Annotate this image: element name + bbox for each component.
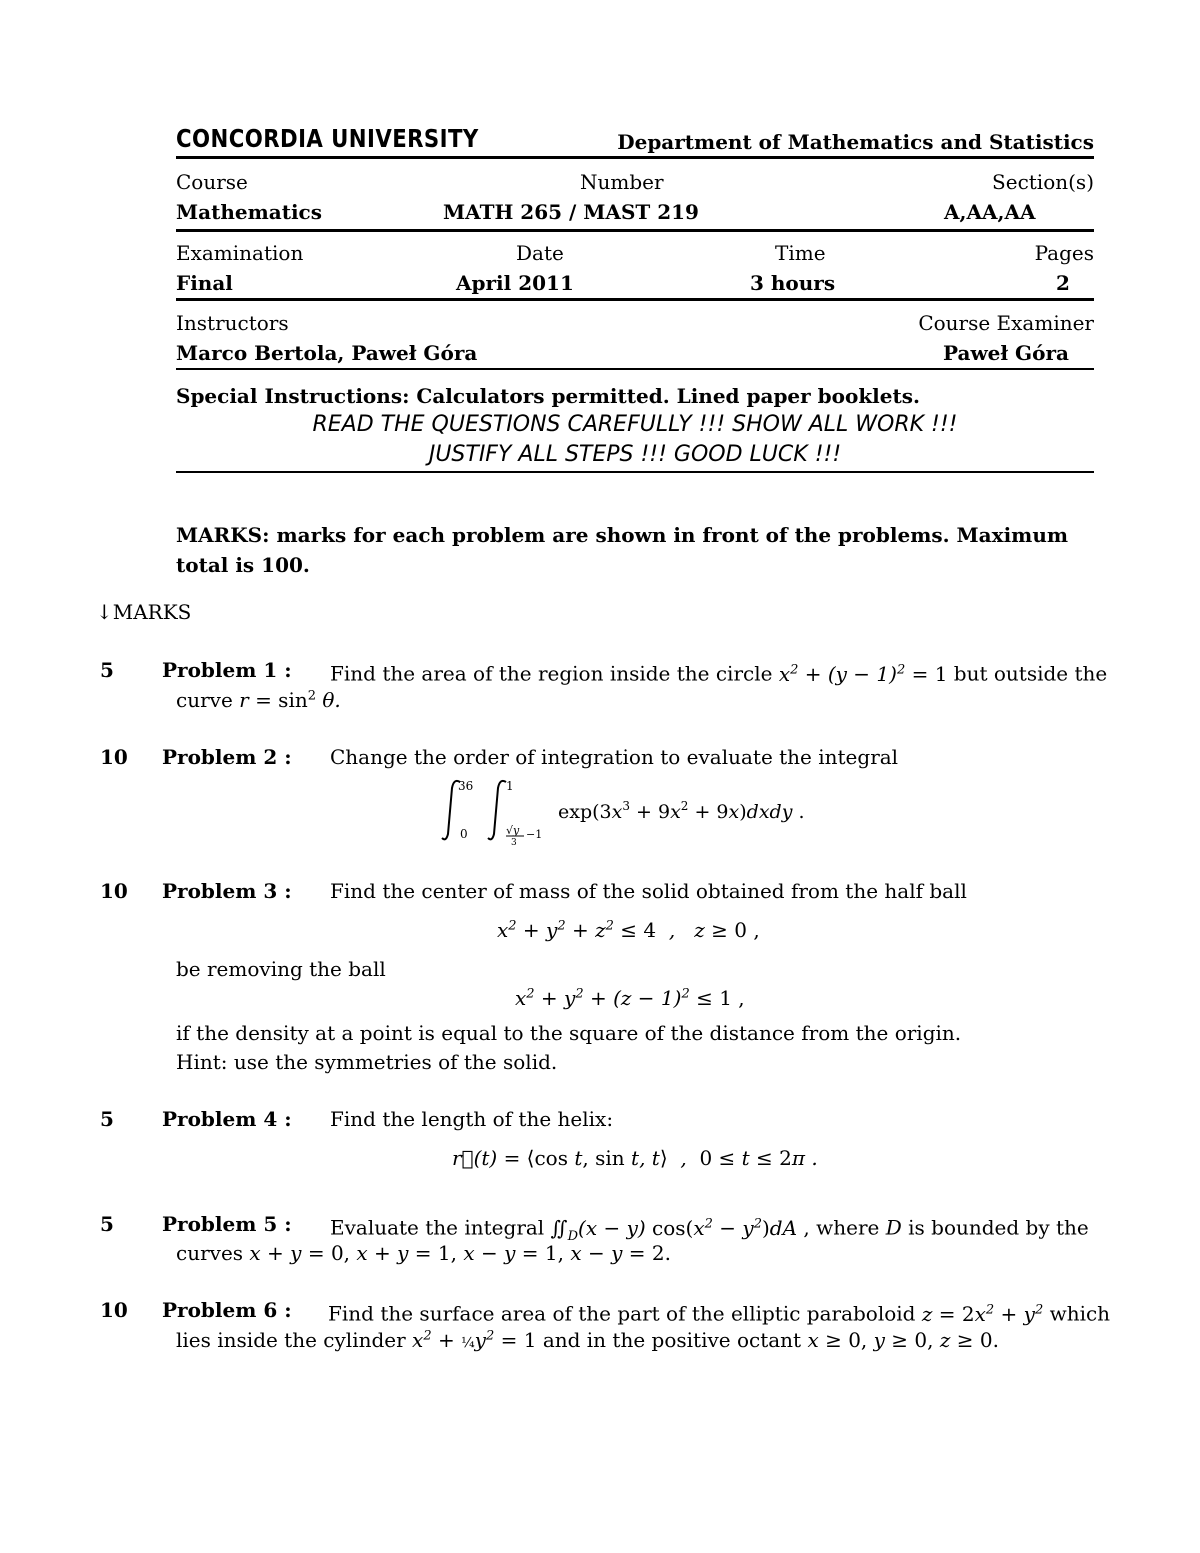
problem-5-title: Problem 5 : bbox=[162, 1212, 292, 1236]
problem-1-line2 bbox=[176, 688, 341, 712]
problem-6-text bbox=[328, 1295, 1110, 1329]
cylinder-equation: $x^2$ + $\frac{1}{4}y^2 = 1$ bbox=[412, 1328, 537, 1352]
exam-value: Final bbox=[176, 271, 233, 295]
problem-4-marks: 5 bbox=[100, 1107, 114, 1131]
time-label: Time bbox=[775, 241, 826, 265]
pages-value: 2 bbox=[1056, 271, 1070, 295]
removed-ball-equation: $x^2 + y^2 + (z - 1)^2 \le 1$ , bbox=[515, 986, 745, 1010]
exam-label: Examination bbox=[176, 241, 304, 265]
section-label: Section(s) bbox=[992, 170, 1094, 194]
problem-6-cylinder-label: lies inside the cylinder bbox=[176, 1328, 406, 1352]
boundary-curves: x + y = 0, x + y = 1, x − y = 1, x − y = 2. bbox=[249, 1241, 671, 1265]
problem-5-integral: $∬_D(x - y) \cos(x^2 - y^2)dA$ bbox=[550, 1215, 798, 1244]
instructors-label: Instructors bbox=[176, 311, 289, 335]
examiner-value: Paweł Góra bbox=[943, 341, 1069, 365]
marks-header: ↓MARKS bbox=[96, 600, 192, 624]
problem-3-hint: Hint: use the symmetries of the solid. bbox=[176, 1050, 558, 1074]
course-label: Course bbox=[176, 170, 248, 194]
region-d: D bbox=[885, 1215, 902, 1240]
problem-4-title: Problem 4 : bbox=[162, 1107, 292, 1131]
examiner-label: Course Examiner bbox=[918, 311, 1094, 335]
course-rule bbox=[176, 229, 1094, 232]
instructors-value: Marco Bertola, Paweł Góra bbox=[176, 341, 478, 365]
special-instructions: Special Instructions: Calculators permitted. Lined paper booklets. bbox=[176, 384, 920, 408]
date-value: April 2011 bbox=[456, 271, 574, 295]
problem-1-text bbox=[330, 655, 1107, 689]
university-name: CONCORDIA UNIVERSITY bbox=[176, 124, 479, 153]
caps-line-1: READ THE QUESTIONS CAREFULLY !!! SHOW ALL WORK !!! bbox=[312, 412, 958, 437]
octant-conditions: x ≥ 0, y ≥ 0, z ≥ 0. bbox=[807, 1328, 999, 1352]
pages-label: Pages bbox=[1034, 241, 1094, 265]
problem-4-statement: Find the length of the helix: bbox=[330, 1107, 614, 1131]
course-value: Mathematics bbox=[176, 200, 322, 224]
inner-integral-sign bbox=[488, 781, 506, 839]
header-rule bbox=[176, 156, 1094, 159]
time-value: 3 hours bbox=[750, 271, 836, 295]
paraboloid-equation: $z = 2x^2 + y^2$ bbox=[921, 1301, 1044, 1326]
outer-lower-limit: 0 bbox=[460, 827, 468, 841]
problem-1-tail: but outside the bbox=[953, 661, 1108, 686]
integrand: $\exp(3x^3 + 9x^2$ + 9x)dxdy . bbox=[558, 799, 805, 823]
problem-6-which: which bbox=[1049, 1301, 1111, 1326]
problem-3-marks: 10 bbox=[100, 879, 128, 903]
problem-1-title: Problem 1 : bbox=[162, 658, 292, 682]
problem-6-title: Problem 6 : bbox=[162, 1298, 292, 1322]
marks-note: MARKS: marks for each problem are shown in front of the problems. Maximum total is 100. bbox=[176, 523, 1069, 577]
problem-1-curve-label: curve bbox=[176, 688, 233, 712]
problem-2-title: Problem 2 : bbox=[162, 745, 292, 769]
problem-5-statement: Evaluate the integral bbox=[330, 1215, 545, 1240]
helix-equation: r⃗(t) = ⟨cos t, sin t, t⟩ , 0 ≤ t ≤ 2π . bbox=[452, 1146, 818, 1170]
problem-3-title: Problem 3 : bbox=[162, 879, 292, 903]
problem-3-mid: be removing the ball bbox=[176, 957, 386, 981]
instructors-rule bbox=[176, 368, 1094, 370]
number-label: Number bbox=[580, 170, 664, 194]
inner-upper-limit: 1 bbox=[506, 779, 514, 793]
problem-3-statement: Find the center of mass of the solid obtained from the half ball bbox=[330, 879, 967, 903]
problem-6-statement: Find the surface area of the part of the elliptic paraboloid bbox=[328, 1301, 916, 1326]
exam-rule bbox=[176, 298, 1094, 301]
inner-lower-offset: −1 bbox=[526, 828, 543, 841]
problem-1-statement: Find the area of the region inside the circle bbox=[330, 661, 773, 686]
double-integral bbox=[440, 776, 840, 846]
inner-lower-limit: √y bbox=[506, 824, 520, 837]
date-label: Date bbox=[516, 241, 564, 265]
problem-1-marks: 5 bbox=[100, 658, 114, 682]
caps-line-2: JUSTIFY ALL STEPS !!! GOOD LUCK !!! bbox=[428, 442, 842, 467]
inner-lower-denominator: 3 bbox=[511, 838, 517, 846]
department-name: Department of Mathematics and Statistics bbox=[617, 130, 1094, 154]
problem-5-where: , where bbox=[803, 1215, 880, 1240]
problem-3-density: if the density at a point is equal to the square of the distance from the origin. bbox=[176, 1021, 962, 1045]
problem-5-marks: 5 bbox=[100, 1212, 114, 1236]
problem-5-line2 bbox=[176, 1241, 671, 1265]
instructions-rule bbox=[176, 471, 1094, 473]
circle-equation: $x^2 + (y - 1)^2 = 1$ bbox=[778, 661, 948, 686]
problem-5-curves-label: curves bbox=[176, 1241, 244, 1265]
half-ball-equation: $x^2 + y^2 + z^2 \le 4$ , z ≥ 0 , bbox=[497, 918, 760, 942]
problem-6-marks: 10 bbox=[100, 1298, 128, 1322]
problem-5-bounded: is bounded by the bbox=[908, 1215, 1089, 1240]
problem-6-octant-label: and in the positive octant bbox=[542, 1328, 802, 1352]
problem-2-statement: Change the order of integration to evaluate the integral bbox=[330, 745, 899, 769]
section-value: A,AA,AA bbox=[944, 200, 1036, 224]
problem-2-marks: 10 bbox=[100, 745, 128, 769]
number-value: MATH 265 / MAST 219 bbox=[443, 200, 699, 224]
curve-equation: $r = \sin^2 \theta$. bbox=[239, 688, 341, 712]
outer-upper-limit: 36 bbox=[458, 779, 474, 793]
problem-6-line2 bbox=[176, 1328, 999, 1352]
